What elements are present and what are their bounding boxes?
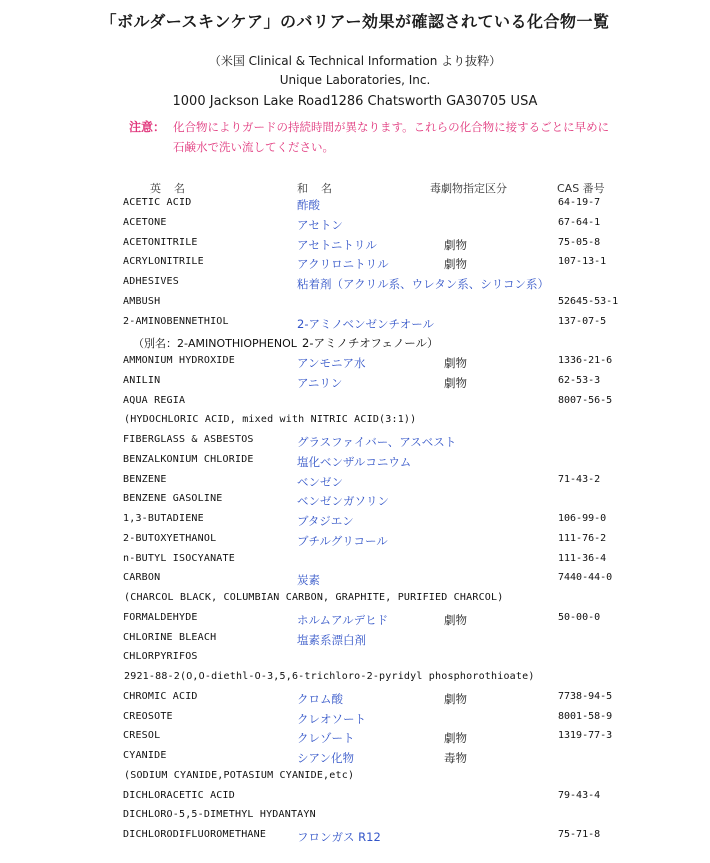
continuation-text: 2921-88-2(O,O-diethl-O-3,5,6-trichloro-2-pyridyl phosphorothioate) xyxy=(124,671,535,682)
header-cas-number: CAS 番号 xyxy=(557,182,605,195)
japanese-name: 炭素 xyxy=(297,573,320,588)
company-name: Unique Laboratories, Inc. xyxy=(279,73,431,87)
cas-number: 67-64-1 xyxy=(558,216,601,228)
english-name: CRESOL xyxy=(123,730,161,742)
alias-japanese-name: 2-アミノチオフェノール） xyxy=(302,336,439,351)
note-line-1: 化合物によりガードの持続時間が異なります。これらの化合物に接するごとに早めに xyxy=(173,120,610,134)
table-row xyxy=(0,513,710,531)
table-row xyxy=(0,711,710,729)
english-name: BENZALKONIUM CHLORIDE xyxy=(123,453,254,465)
poison-class: 毒物 xyxy=(444,751,467,765)
table-row xyxy=(0,434,710,452)
cas-number: 75-71-8 xyxy=(558,829,601,840)
english-name: CYANIDE xyxy=(123,750,167,761)
japanese-name: ブタジエン xyxy=(297,514,354,528)
english-name: 1,3-BUTADIENE xyxy=(123,513,204,524)
poison-class: 劇物 xyxy=(444,237,467,252)
english-name: ACETONE xyxy=(123,216,167,228)
japanese-name: クレオソート xyxy=(297,711,366,726)
header-poison-class: 毒劇物指定区分 xyxy=(430,182,507,195)
poison-class: 劇物 xyxy=(444,612,467,627)
cas-number: 7440-44-0 xyxy=(558,572,613,584)
english-name: 2-BUTOXYETHANOL xyxy=(123,532,217,544)
japanese-name: ホルムアルデヒド xyxy=(297,612,389,627)
english-name: DICHLORODIFLUOROMETHANE xyxy=(123,829,267,840)
cas-number: 52645-53-1 xyxy=(558,295,619,307)
note-label: 注意： xyxy=(129,120,166,134)
table-row xyxy=(0,454,710,472)
english-name: ADHESIVES xyxy=(123,276,179,287)
japanese-name: アセトン xyxy=(297,217,343,232)
table-row xyxy=(0,256,710,274)
japanese-name: クレゾート xyxy=(297,731,355,746)
header-english-name: 英 名 xyxy=(150,182,186,195)
english-name: FIBERGLASS & ASBESTOS xyxy=(123,434,254,445)
cas-number: 79-43-4 xyxy=(558,789,601,801)
cas-number: 8001-58-9 xyxy=(558,710,613,722)
japanese-name: 2-アミノベンゼンチオール xyxy=(297,316,435,331)
japanese-name: 酢酸 xyxy=(297,198,320,212)
japanese-name: グラスファイバー、アスベスト xyxy=(297,435,457,449)
english-name: AQUA REGIA xyxy=(123,394,186,406)
cas-number: 1319-77-3 xyxy=(558,730,613,742)
cas-number: 62-53-3 xyxy=(558,374,601,386)
japanese-name: シアン化物 xyxy=(297,751,355,765)
table-row-continuation xyxy=(0,592,710,610)
table-row xyxy=(0,730,710,748)
table-row-continuation xyxy=(0,414,710,432)
table-row xyxy=(0,395,710,413)
english-name: ACETIC ACID xyxy=(123,197,192,208)
english-name: AMBUSH xyxy=(123,295,161,307)
cas-number: 50-00-0 xyxy=(558,611,601,623)
japanese-name: 塩化ベンザルコニウム xyxy=(297,454,412,469)
cas-number: 106-99-0 xyxy=(558,513,607,524)
japanese-name: アセトニトリル xyxy=(297,237,377,252)
table-row xyxy=(0,572,710,590)
poison-class: 劇物 xyxy=(444,691,467,706)
table-row xyxy=(0,691,710,709)
table-row xyxy=(0,375,710,393)
japanese-name: ベンゼン xyxy=(297,474,343,489)
cas-number: 75-05-8 xyxy=(558,236,601,248)
english-name: AMMONIUM HYDROXIDE xyxy=(123,355,235,366)
continuation-text: (CHARCOL BLACK, COLUMBIAN CARBON, GRAPHITE, PURIFIED CHARCOL) xyxy=(124,592,504,603)
alias-label: （別名：2-AMINOTHIOPHENOL xyxy=(133,337,297,351)
cas-number: 8007-56-5 xyxy=(558,394,613,406)
japanese-name: フロンガス R12 xyxy=(297,830,381,844)
cas-number: 71-43-2 xyxy=(558,473,601,485)
english-name: CHROMIC ACID xyxy=(123,690,198,702)
table-row xyxy=(0,296,710,314)
cas-number: 1336-21-6 xyxy=(558,355,613,366)
table-row xyxy=(0,790,710,808)
english-name: CARBON xyxy=(123,572,161,584)
cas-number: 64-19-7 xyxy=(558,197,601,208)
english-name: CHLORINE BLEACH xyxy=(123,631,217,643)
english-name: n-BUTYL ISOCYANATE xyxy=(123,552,235,564)
table-row xyxy=(0,493,710,511)
table-row-continuation xyxy=(0,671,710,689)
table-row xyxy=(0,355,710,373)
japanese-name: 塩素系漂白剤 xyxy=(297,632,366,647)
cas-number: 111-36-4 xyxy=(558,552,607,564)
english-name: CREOSOTE xyxy=(123,710,173,722)
english-name: BENZENE GASOLINE xyxy=(123,493,223,505)
english-name: BENZENE xyxy=(123,473,167,485)
poison-class: 劇物 xyxy=(444,731,467,746)
japanese-name: ブチルグリコール xyxy=(297,533,388,548)
table-row xyxy=(0,809,710,827)
table-row xyxy=(0,276,710,294)
continuation-text: (HYDOCHLORIC ACID, mixed with NITRIC ACID(3:1)) xyxy=(124,414,417,426)
english-name: DICHLORO-5,5-DIMETHYL HYDANTAYN xyxy=(123,809,316,821)
english-name: ACETONITRILE xyxy=(123,236,198,248)
table-row xyxy=(0,651,710,669)
cas-number: 137-07-5 xyxy=(558,315,607,327)
company-address: 1000 Jackson Lake Road1286 Chatsworth GA30705 USA xyxy=(172,94,538,109)
cas-number: 7738-94-5 xyxy=(558,690,613,702)
japanese-name: アンモニア水 xyxy=(297,356,366,370)
english-name: FORMALDEHYDE xyxy=(123,611,198,623)
cas-number: 111-76-2 xyxy=(558,532,607,544)
table-row xyxy=(0,612,710,630)
poison-class: 劇物 xyxy=(444,257,467,272)
continuation-text: (SODIUM CYANIDE,POTASIUM CYANIDE,etc) xyxy=(124,769,355,781)
table-row xyxy=(0,197,710,215)
cas-number: 107-13-1 xyxy=(558,256,607,268)
table-row xyxy=(0,829,710,847)
note-line-2: 石鹸水で洗い流してください。 xyxy=(173,140,334,154)
english-name: CHLORPYRIFOS xyxy=(123,651,198,663)
table-row xyxy=(0,632,710,650)
japanese-name: アニリン xyxy=(297,375,343,390)
table-row-continuation xyxy=(0,770,710,788)
table-row xyxy=(0,750,710,768)
japanese-name: クロム酸 xyxy=(297,691,343,706)
english-name: ACRYLONITRILE xyxy=(123,256,204,268)
table-row xyxy=(0,474,710,492)
source-line: （米国 Clinical & Technical Information より抜粋） xyxy=(208,54,502,68)
japanese-name: 粘着剤（アクリル系、ウレタン系、シリコン系） xyxy=(297,277,549,291)
header-japanese-name: 和 名 xyxy=(297,182,333,195)
poison-class: 劇物 xyxy=(444,375,467,390)
table-row xyxy=(0,217,710,235)
japanese-name: ベンゼンガソリン xyxy=(297,494,389,509)
english-name: DICHLORACETIC ACID xyxy=(123,789,235,801)
page-title: 「ボルダースキンケア」のバリアー効果が確認されている化合物一覧 xyxy=(100,12,610,31)
table-row xyxy=(0,553,710,571)
english-name: ANILIN xyxy=(123,374,161,386)
poison-class: 劇物 xyxy=(444,356,467,370)
table-row-alias xyxy=(0,335,710,353)
japanese-name: アクリロニトリル xyxy=(297,257,389,272)
table-row xyxy=(0,316,710,334)
english-name: 2-AMINOBENNETHIOL xyxy=(123,315,229,327)
table-row xyxy=(0,533,710,551)
table-row xyxy=(0,237,710,255)
